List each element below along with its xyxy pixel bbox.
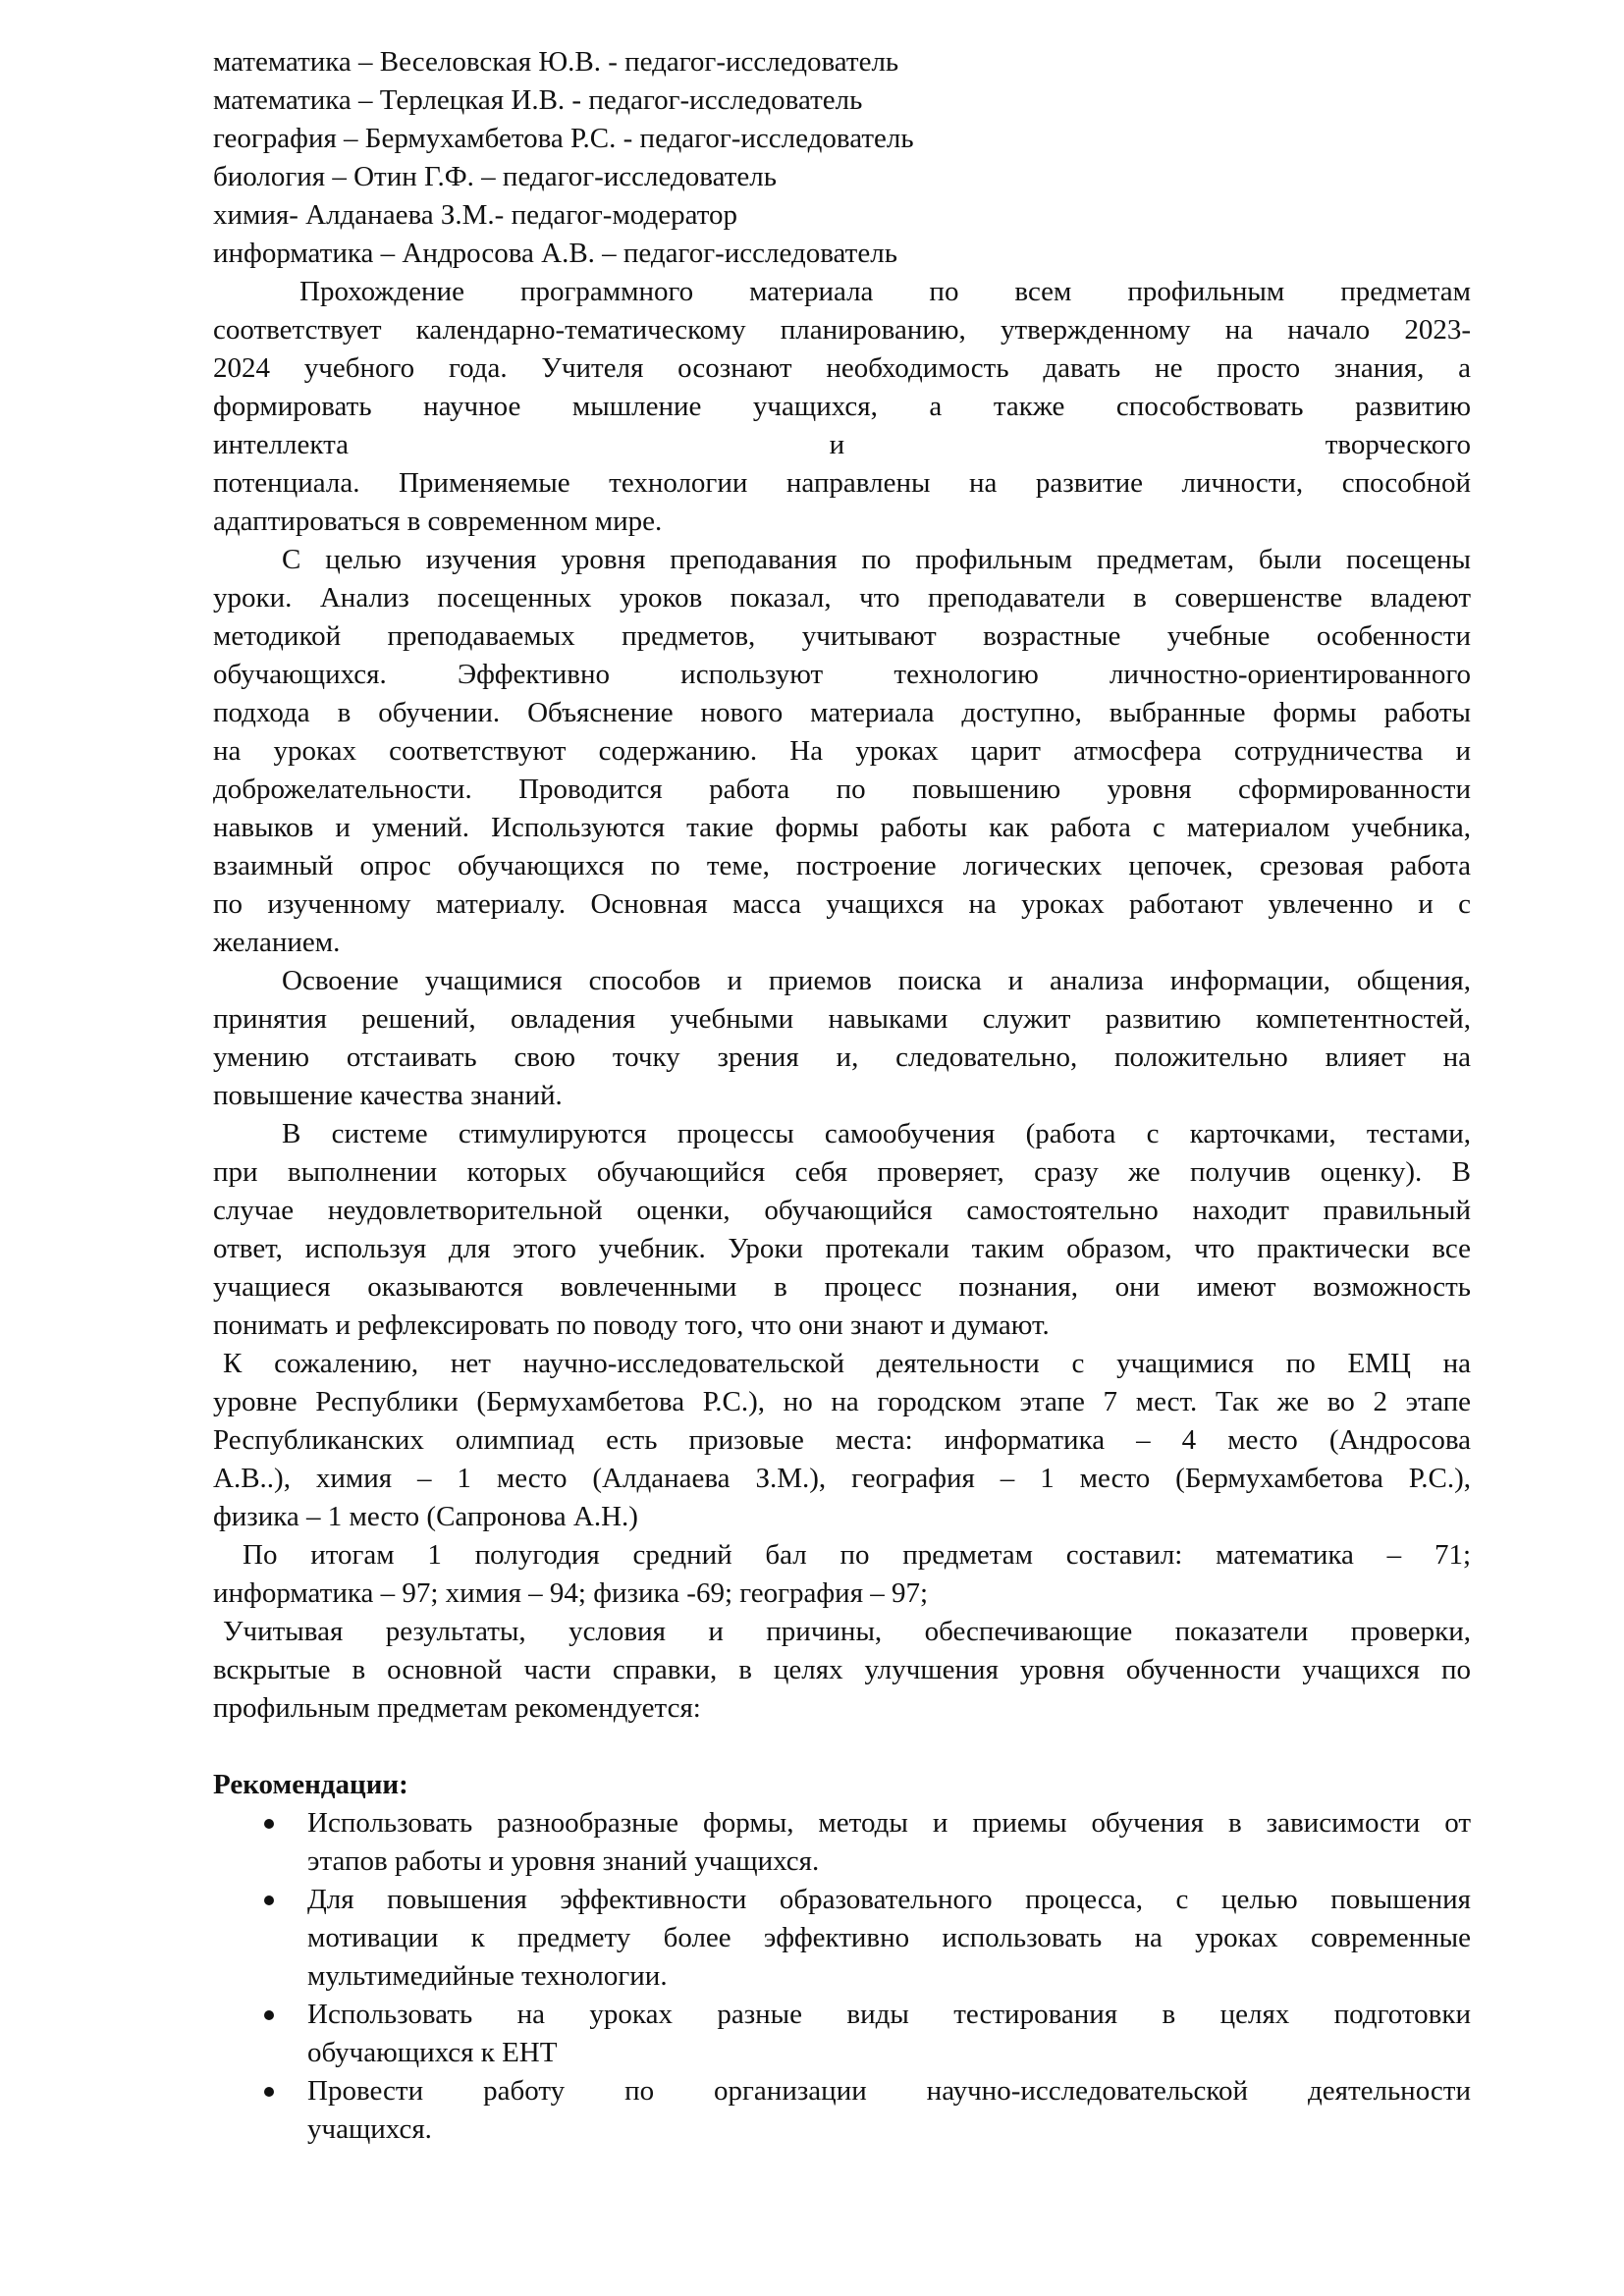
bullet-icon [264, 2087, 274, 2097]
text-line: на уроках соответствуют содержанию. На уроках царит атмосфера сотрудничества и [213, 735, 1471, 767]
text-line: формировать научное мышление учащихся, а также способствовать развитию [213, 391, 1471, 422]
text-line: Для повышения эффективности образовательного процесса, с целью повышения [307, 1884, 1471, 1915]
staff-line: география – Бермухамбетова Р.С. - педагог-исследователь [213, 123, 914, 154]
text-line: потенциала. Применяемые технологии направлены на развитие личности, способной [213, 467, 1471, 499]
text-line: Использовать разнообразные формы, методы и приемы обучения в зависимости от [307, 1807, 1471, 1839]
recommendation-item [213, 2072, 1471, 2149]
text-line: профильным предметам рекомендуется: [213, 1692, 701, 1724]
text-line: В системе стимулируются процессы самообучения (работа с карточками, тестами, [282, 1118, 1471, 1149]
text-line: Использовать на уроках разные виды тестирования в целях подготовки [307, 1999, 1471, 2030]
paragraph-olympiads [213, 1345, 1471, 1536]
staff-line: информатика – Андросова А.В. – педагог-исследователь [213, 238, 897, 269]
text-line: принятия решений, овладения учебными навыками служит развитию компетентностей, [213, 1003, 1471, 1035]
text-line: интеллекта и творческого [213, 429, 1471, 460]
document-page [213, 43, 1471, 2149]
recommendations-heading: Рекомендации: [213, 1769, 408, 1800]
recommendations-list [213, 1804, 1471, 2149]
paragraph-competencies [213, 962, 1471, 1115]
staff-list [213, 43, 1471, 273]
text-line: при выполнении которых обучающийся себя проверяет, сразу же получив оценку). В [213, 1156, 1471, 1188]
recommendation-item [213, 1881, 1471, 1996]
staff-line: химия- Алданаева З.М.- педагог-модератор [213, 199, 738, 231]
text-line: ответ, используя для этого учебник. Уроки протекали таким образом, что практически все [213, 1233, 1471, 1264]
text-line: взаимный опрос обучающихся по теме, построение логических цепочек, срезовая работа [213, 850, 1471, 881]
text-line: Республиканских олимпиад есть призовые места: информатика – 4 место (Андросова [213, 1424, 1471, 1456]
paragraph-average-scores [213, 1536, 1471, 1613]
staff-line: математика – Терлецкая И.В. - педагог-исследователь [213, 84, 863, 116]
text-line: К сожалению, нет научно-исследовательской деятельности с учащимися по ЕМЦ на [223, 1348, 1471, 1379]
text-line: навыков и умений. Используются такие формы работы как работа с материалом учебника, [213, 812, 1471, 843]
text-line: обучающихся. Эффективно используют технологию личностно-ориентированного [213, 659, 1471, 690]
text-line: адаптироваться в современном мире. [213, 506, 663, 537]
text-line: учащихся. [307, 2113, 432, 2145]
text-line: С целью изучения уровня преподавания по профильным предметам, были посещены [282, 544, 1471, 575]
text-line: по изученному материалу. Основная масса учащихся на уроках работают увлеченно и с [213, 888, 1471, 920]
text-line: методикой преподаваемых предметов, учитывают возрастные учебные особенности [213, 620, 1471, 652]
staff-line: математика – Веселовская Ю.В. - педагог-исследователь [213, 46, 899, 78]
text-line: вскрытые в основной части справки, в целях улучшения уровня обученности учащихся по [213, 1654, 1471, 1685]
bullet-icon [264, 1819, 274, 1829]
text-line: А.В..), химия – 1 место (Алданаева З.М.), география – 1 место (Бермухамбетова Р.С.), [213, 1463, 1471, 1494]
text-line: умению отстаивать свою точку зрения и, следовательно, положительно влияет на [213, 1041, 1471, 1073]
text-line: случае неудовлетворительной оценки, обучающийся самостоятельно находит правильный [213, 1195, 1471, 1226]
recommendation-item [213, 1804, 1471, 1881]
text-line: уроки. Анализ посещенных уроков показал, что преподаватели в совершенстве владеют [213, 582, 1471, 614]
text-line: 2024 учебного года. Учителя осознают необходимость давать не просто знания, а [213, 352, 1471, 384]
paragraph-self-learning [213, 1115, 1471, 1345]
text-line: этапов работы и уровня знаний учащихся. [307, 1845, 820, 1877]
text-line: соответствует календарно-тематическому планированию, утвержденному на начало 2023- [213, 314, 1471, 346]
bullet-icon [264, 1896, 274, 1905]
text-line: учащиеся оказываются вовлеченными в процесс познания, они имеют возможность [213, 1271, 1471, 1303]
text-line: понимать и рефлексировать по поводу того, что они знают и думают. [213, 1309, 1050, 1341]
text-line: информатика – 97; химия – 94; физика -69; география – 97; [213, 1577, 929, 1609]
text-line: уровне Республики (Бермухамбетова Р.С.), но на городском этапе 7 мест. Так же во 2 этапе [213, 1386, 1471, 1417]
text-line: доброжелательности. Проводится работа по повышению уровня сформированности [213, 774, 1471, 805]
text-line: желанием. [213, 927, 341, 958]
paragraph-conclusion [213, 1613, 1471, 1728]
text-line: Освоение учащимися способов и приемов поиска и анализа информации, общения, [282, 965, 1471, 996]
paragraph-lesson-analysis [213, 541, 1471, 962]
text-line: Прохождение программного материала по всем профильным предметам [299, 276, 1471, 307]
text-line: мультимедийные технологии. [307, 1960, 668, 1992]
text-line: Провести работу по организации научно-исследовательской деятельности [307, 2075, 1471, 2107]
text-line: подхода в обучении. Объяснение нового материала доступно, выбранные формы работы [213, 697, 1471, 728]
staff-line: биология – Отин Г.Ф. – педагог-исследователь [213, 161, 777, 192]
bullet-icon [264, 2010, 274, 2020]
text-line: По итогам 1 полугодия средний бал по предметам составил: математика – 71; [243, 1539, 1471, 1571]
paragraph-program-material [213, 273, 1471, 541]
text-line: физика – 1 место (Сапронова А.Н.) [213, 1501, 638, 1532]
text-line: обучающихся к ЕНТ [307, 2037, 558, 2068]
text-line: повышение качества знаний. [213, 1080, 563, 1111]
text-line: мотивации к предмету более эффективно использовать на уроках современные [307, 1922, 1471, 1953]
blank-line [213, 1728, 1471, 1766]
recommendation-item [213, 1996, 1471, 2072]
text-line: Учитывая результаты, условия и причины, обеспечивающие показатели проверки, [223, 1616, 1471, 1647]
